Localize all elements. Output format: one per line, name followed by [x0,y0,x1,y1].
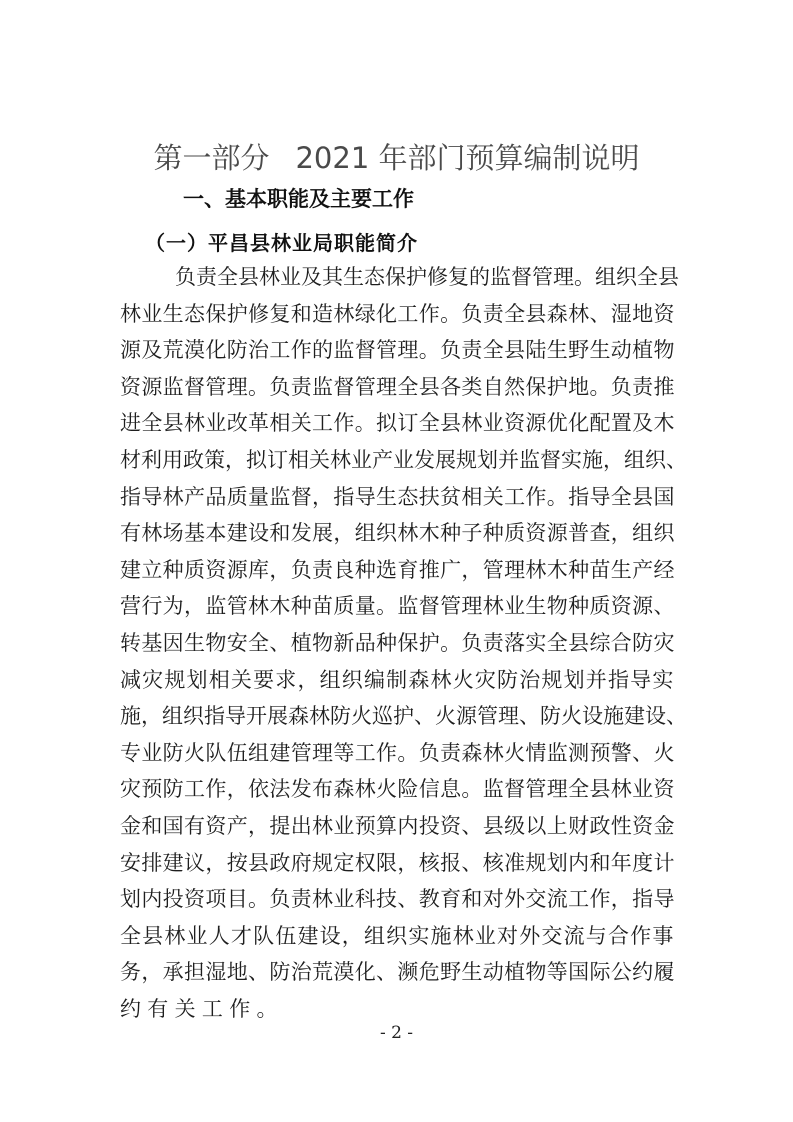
paragraph-line: 划内投资项目。负责林业科技、教育和对外交流工作，指导 [120,887,675,912]
paragraph-line: 林业生态保护修复和造林绿化工作。负责全县森林、湿地资 [120,301,675,326]
title-part: 第一部分 [153,141,270,175]
paragraph-line: 安排建议，按县政府规定权限，核报、核准规划内和年度计 [120,850,675,875]
paragraph-line: 专业防火队伍组建管理等工作。负责森林火情监测预警、火 [120,740,675,765]
paragraph-line: 材利用政策，拟订相关林业产业发展规划并监督实施，组织、 [120,447,687,472]
paragraph-line: 约有关工作。 [120,996,284,1021]
paragraph-line: 务，承担湿地、防治荒漠化、濒危野生动植物等国际公约履 [120,960,675,985]
paragraph-line: 建立种质资源库，负责良种选育推广，管理林木种苗生产经 [120,557,675,582]
page-number: - 2 - [379,1023,414,1043]
paragraph-line: 负责全县林业及其生态保护修复的监督管理。组织全县 [175,265,679,289]
section-heading: 一、基本职能及主要工作 [183,187,414,211]
paragraph-line: 转基因生物安全、植物新品种保护。负责落实全县综合防灾 [120,630,675,655]
paragraph-line: 进全县林业改革相关工作。拟订全县林业资源优化配置及木 [120,411,675,436]
subsection-heading: （一）平昌县林业局职能简介 [145,231,418,255]
paragraph-line: 源及荒漠化防治工作的监督管理。负责全县陆生野生动植物 [120,338,675,363]
title-main: 2021 年部门预算编制说明 [295,141,640,175]
paragraph-line: 有林场基本建设和发展，组织林木种子种质资源普查，组织 [120,521,675,546]
paragraph-line: 金和国有资产，提出林业预算内投资、县级以上财政性资金 [120,813,675,838]
paragraph-line: 施，组织指导开展森林防火巡护、火源管理、防火设施建设、 [120,704,687,729]
paragraph [120,259,687,1027]
paragraph-line: 资源监督管理。负责监督管理全县各类自然保护地。负责推 [120,374,675,399]
paragraph-line: 灾预防工作，依法发布森林火险信息。监督管理全县林业资 [120,777,675,802]
paragraph-line: 全县林业人才队伍建设，组织实施林业对外交流与合作事 [120,923,675,948]
document-title [0,138,793,178]
paragraph-line: 减灾规划相关要求，组织编制森林火灾防治规划并指导实 [120,667,675,692]
paragraph-line: 营行为，监管林木种苗质量。监督管理林业生物种质资源、 [120,594,675,619]
paragraph-line: 指导林产品质量监督，指导生态扶贫相关工作。指导全县国 [120,484,675,509]
